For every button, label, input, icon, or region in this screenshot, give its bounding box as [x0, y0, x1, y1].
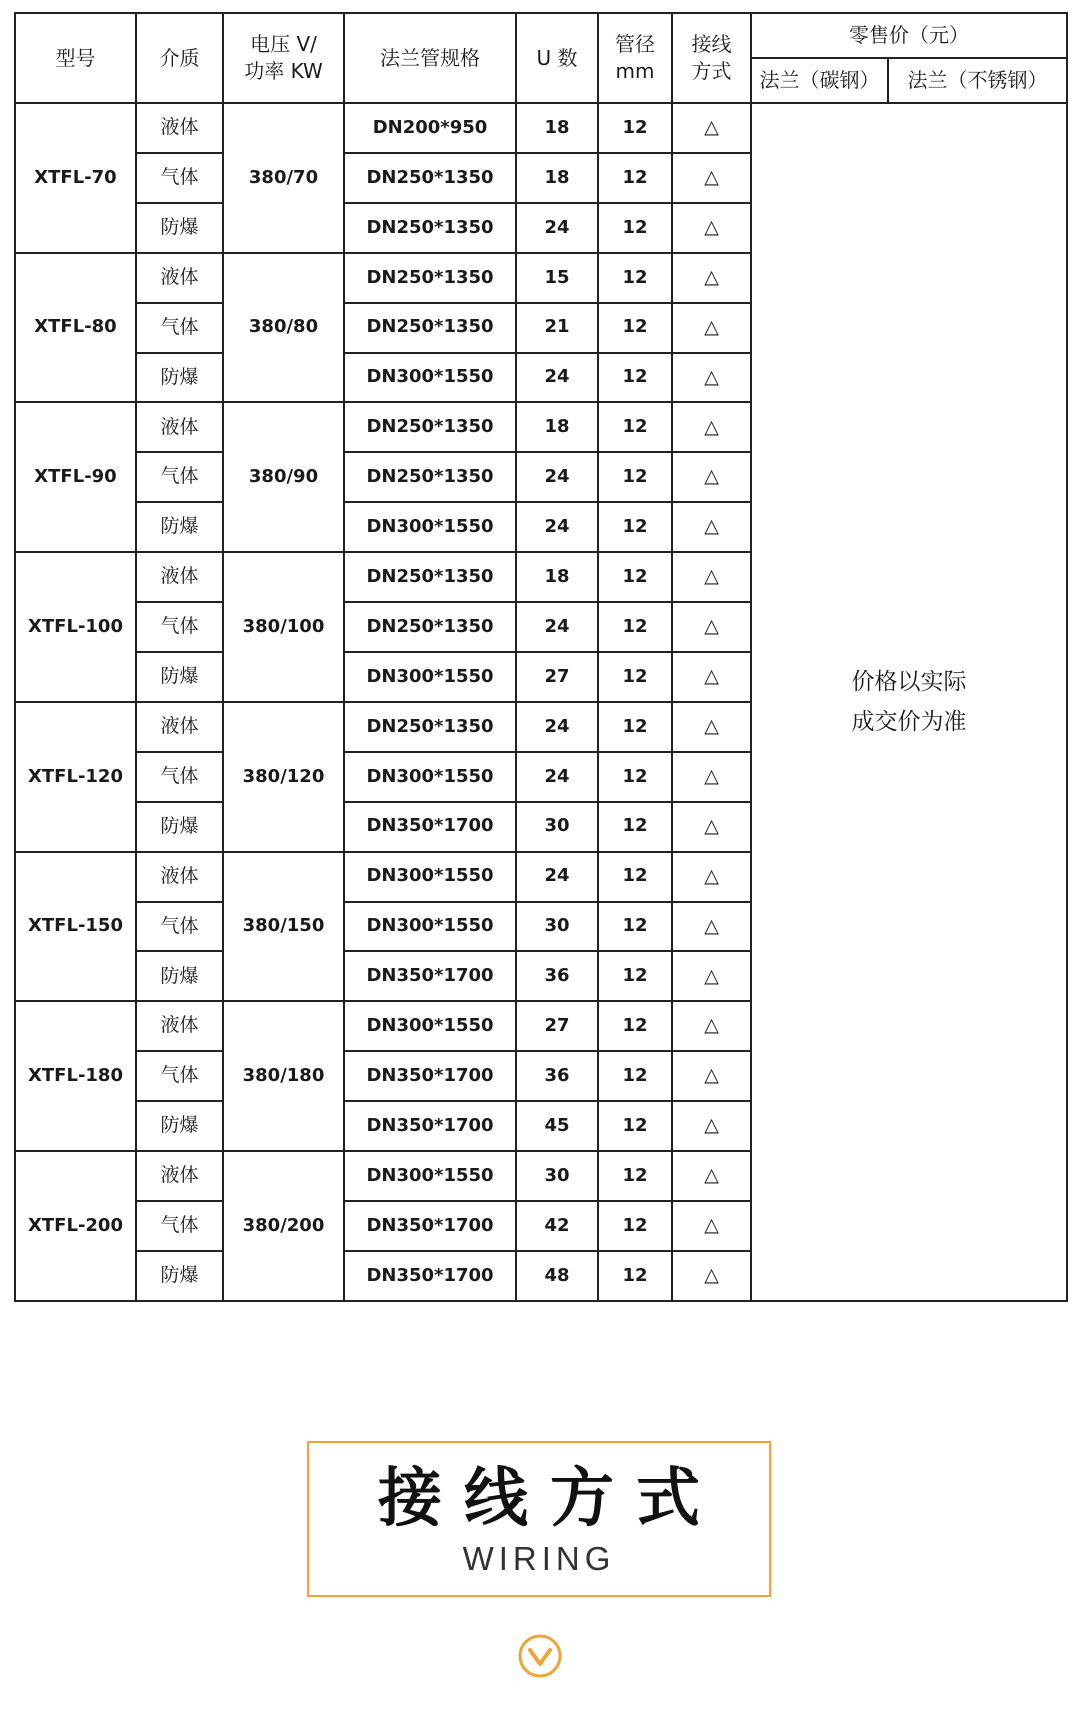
wiring-cell: △ [672, 103, 751, 153]
table-body [15, 103, 1067, 1301]
voltage-cell: 380/150 [223, 852, 344, 1002]
medium-cell: 液体 [136, 552, 223, 602]
voltage-cell: 380/180 [223, 1001, 344, 1151]
medium-cell: 防爆 [136, 1251, 223, 1301]
flange-spec-cell: DN300*1550 [344, 353, 516, 403]
model-cell: XTFL-80 [15, 253, 136, 403]
flange-spec-cell: DN350*1700 [344, 1251, 516, 1301]
medium-cell: 防爆 [136, 353, 223, 403]
wiring-cell: △ [672, 852, 751, 902]
u-count-cell: 18 [516, 402, 598, 452]
header-diameter [598, 13, 672, 103]
voltage-cell: 380/70 [223, 103, 344, 253]
diameter-cell: 12 [598, 253, 672, 303]
medium-cell: 防爆 [136, 951, 223, 1001]
u-count-cell: 24 [516, 702, 598, 752]
u-count-cell: 18 [516, 103, 598, 153]
flange-spec-cell: DN250*1350 [344, 702, 516, 752]
wiring-cell: △ [672, 1001, 751, 1051]
u-count-cell: 24 [516, 602, 598, 652]
medium-cell: 液体 [136, 1151, 223, 1201]
diameter-cell: 12 [598, 203, 672, 253]
voltage-cell: 380/80 [223, 253, 344, 403]
flange-spec-cell: DN250*1350 [344, 253, 516, 303]
flange-spec-cell: DN350*1700 [344, 1101, 516, 1151]
header-model: 型号 [15, 13, 136, 103]
u-count-cell: 15 [516, 253, 598, 303]
model-cell: XTFL-90 [15, 402, 136, 552]
wiring-cell: △ [672, 802, 751, 852]
price-note-line2: 成交价为准 [851, 709, 967, 735]
diameter-cell: 12 [598, 103, 672, 153]
model-cell: XTFL-100 [15, 552, 136, 702]
medium-cell: 防爆 [136, 652, 223, 702]
medium-cell: 液体 [136, 852, 223, 902]
header-wiring [672, 13, 751, 103]
diameter-cell: 12 [598, 452, 672, 502]
spec-table [14, 12, 1068, 1302]
wiring-cell: △ [672, 402, 751, 452]
medium-cell: 气体 [136, 1051, 223, 1101]
diameter-cell: 12 [598, 902, 672, 952]
wiring-cell: △ [672, 951, 751, 1001]
diameter-cell: 12 [598, 353, 672, 403]
wiring-cell: △ [672, 902, 751, 952]
u-count-cell: 24 [516, 752, 598, 802]
diameter-cell: 12 [598, 303, 672, 353]
u-count-cell: 24 [516, 203, 598, 253]
u-count-cell: 18 [516, 153, 598, 203]
chevron-down-circle-icon [517, 1633, 563, 1679]
u-count-cell: 30 [516, 1151, 598, 1201]
medium-cell: 气体 [136, 602, 223, 652]
diameter-cell: 12 [598, 502, 672, 552]
diameter-cell: 12 [598, 552, 672, 602]
u-count-cell: 21 [516, 303, 598, 353]
wiring-cell: △ [672, 652, 751, 702]
header-voltage [223, 13, 344, 103]
wiring-cell: △ [672, 1101, 751, 1151]
flange-spec-cell: DN300*1550 [344, 652, 516, 702]
medium-cell: 气体 [136, 452, 223, 502]
u-count-cell: 42 [516, 1201, 598, 1251]
flange-spec-cell: DN200*950 [344, 103, 516, 153]
medium-cell: 气体 [136, 303, 223, 353]
diameter-cell: 12 [598, 1051, 672, 1101]
diameter-cell: 12 [598, 1251, 672, 1301]
voltage-cell: 380/90 [223, 402, 344, 552]
flange-spec-cell: DN250*1350 [344, 153, 516, 203]
flange-spec-cell: DN350*1700 [344, 802, 516, 852]
wiring-cell: △ [672, 253, 751, 303]
flange-spec-cell: DN250*1350 [344, 402, 516, 452]
wiring-cell: △ [672, 452, 751, 502]
diameter-cell: 12 [598, 652, 672, 702]
flange-spec-cell: DN250*1350 [344, 452, 516, 502]
diameter-cell: 12 [598, 752, 672, 802]
wiring-cell: △ [672, 1201, 751, 1251]
model-cell: XTFL-70 [15, 103, 136, 253]
flange-spec-cell: DN300*1550 [344, 752, 516, 802]
section-title-en: WIRING [462, 1540, 616, 1577]
medium-cell: 气体 [136, 153, 223, 203]
diameter-cell: 12 [598, 1001, 672, 1051]
diameter-cell: 12 [598, 802, 672, 852]
diameter-cell: 12 [598, 1201, 672, 1251]
header-u-count: U 数 [516, 13, 598, 103]
voltage-cell: 380/200 [223, 1151, 344, 1301]
header-flange-spec: 法兰管规格 [344, 13, 516, 103]
u-count-cell: 27 [516, 1001, 598, 1051]
flange-spec-cell: DN300*1550 [344, 852, 516, 902]
wiring-cell: △ [672, 1251, 751, 1301]
section-title-cn: 接线方式 [378, 1462, 722, 1536]
medium-cell: 液体 [136, 1001, 223, 1051]
diameter-cell: 12 [598, 702, 672, 752]
wiring-cell: △ [672, 602, 751, 652]
wiring-cell: △ [672, 502, 751, 552]
table-row [15, 103, 1067, 153]
wiring-cell: △ [672, 752, 751, 802]
u-count-cell: 45 [516, 1101, 598, 1151]
flange-spec-cell: DN250*1350 [344, 303, 516, 353]
header-wiring-line2: 方式 [691, 59, 732, 83]
header-flange-stainless: 法兰（不锈钢） [888, 58, 1067, 103]
medium-cell: 液体 [136, 103, 223, 153]
flange-spec-cell: DN250*1350 [344, 552, 516, 602]
wiring-cell: △ [672, 353, 751, 403]
voltage-cell: 380/100 [223, 552, 344, 702]
header-retail-price: 零售价（元） [751, 13, 1067, 58]
medium-cell: 气体 [136, 902, 223, 952]
u-count-cell: 48 [516, 1251, 598, 1301]
medium-cell: 防爆 [136, 502, 223, 552]
flange-spec-cell: DN300*1550 [344, 1001, 516, 1051]
diameter-cell: 12 [598, 951, 672, 1001]
flange-spec-cell: DN250*1350 [344, 203, 516, 253]
diameter-cell: 12 [598, 602, 672, 652]
model-cell: XTFL-120 [15, 702, 136, 852]
wiring-cell: △ [672, 203, 751, 253]
wiring-cell: △ [672, 702, 751, 752]
header-flange-carbon: 法兰（碳钢） [751, 58, 888, 103]
diameter-cell: 12 [598, 402, 672, 452]
u-count-cell: 36 [516, 1051, 598, 1101]
header-medium: 介质 [136, 13, 223, 103]
header-diameter-line2: mm [615, 59, 655, 83]
price-note-cell [751, 103, 1067, 1301]
u-count-cell: 24 [516, 353, 598, 403]
diameter-cell: 12 [598, 153, 672, 203]
medium-cell: 防爆 [136, 802, 223, 852]
header-voltage-line2: 功率 KW [244, 59, 323, 83]
medium-cell: 液体 [136, 702, 223, 752]
wiring-cell: △ [672, 552, 751, 602]
flange-spec-cell: DN300*1550 [344, 902, 516, 952]
flange-spec-cell: DN300*1550 [344, 1151, 516, 1201]
medium-cell: 液体 [136, 253, 223, 303]
flange-spec-cell: DN250*1350 [344, 602, 516, 652]
wiring-cell: △ [672, 303, 751, 353]
header-diameter-line1: 管径 [615, 32, 655, 56]
price-note-line1: 价格以实际 [851, 668, 967, 695]
model-cell: XTFL-180 [15, 1001, 136, 1151]
voltage-cell: 380/120 [223, 702, 344, 852]
medium-cell: 液体 [136, 402, 223, 452]
medium-cell: 气体 [136, 1201, 223, 1251]
header-wiring-line1: 接线 [691, 32, 732, 56]
model-cell: XTFL-150 [15, 852, 136, 1002]
diameter-cell: 12 [598, 1101, 672, 1151]
u-count-cell: 30 [516, 902, 598, 952]
medium-cell: 气体 [136, 752, 223, 802]
wiring-cell: △ [672, 153, 751, 203]
model-cell: XTFL-200 [15, 1151, 136, 1301]
header-voltage-line1: 电压 V/ [250, 32, 317, 56]
flange-spec-cell: DN300*1550 [344, 502, 516, 552]
diameter-cell: 12 [598, 1151, 672, 1201]
medium-cell: 防爆 [136, 203, 223, 253]
wiring-cell: △ [672, 1051, 751, 1101]
u-count-cell: 24 [516, 852, 598, 902]
wiring-cell: △ [672, 1151, 751, 1201]
flange-spec-cell: DN350*1700 [344, 1051, 516, 1101]
u-count-cell: 36 [516, 951, 598, 1001]
wiring-section-header [307, 1441, 771, 1597]
u-count-cell: 30 [516, 802, 598, 852]
flange-spec-cell: DN350*1700 [344, 951, 516, 1001]
diameter-cell: 12 [598, 852, 672, 902]
flange-spec-cell: DN350*1700 [344, 1201, 516, 1251]
u-count-cell: 24 [516, 502, 598, 552]
u-count-cell: 24 [516, 452, 598, 502]
medium-cell: 防爆 [136, 1101, 223, 1151]
u-count-cell: 18 [516, 552, 598, 602]
u-count-cell: 27 [516, 652, 598, 702]
